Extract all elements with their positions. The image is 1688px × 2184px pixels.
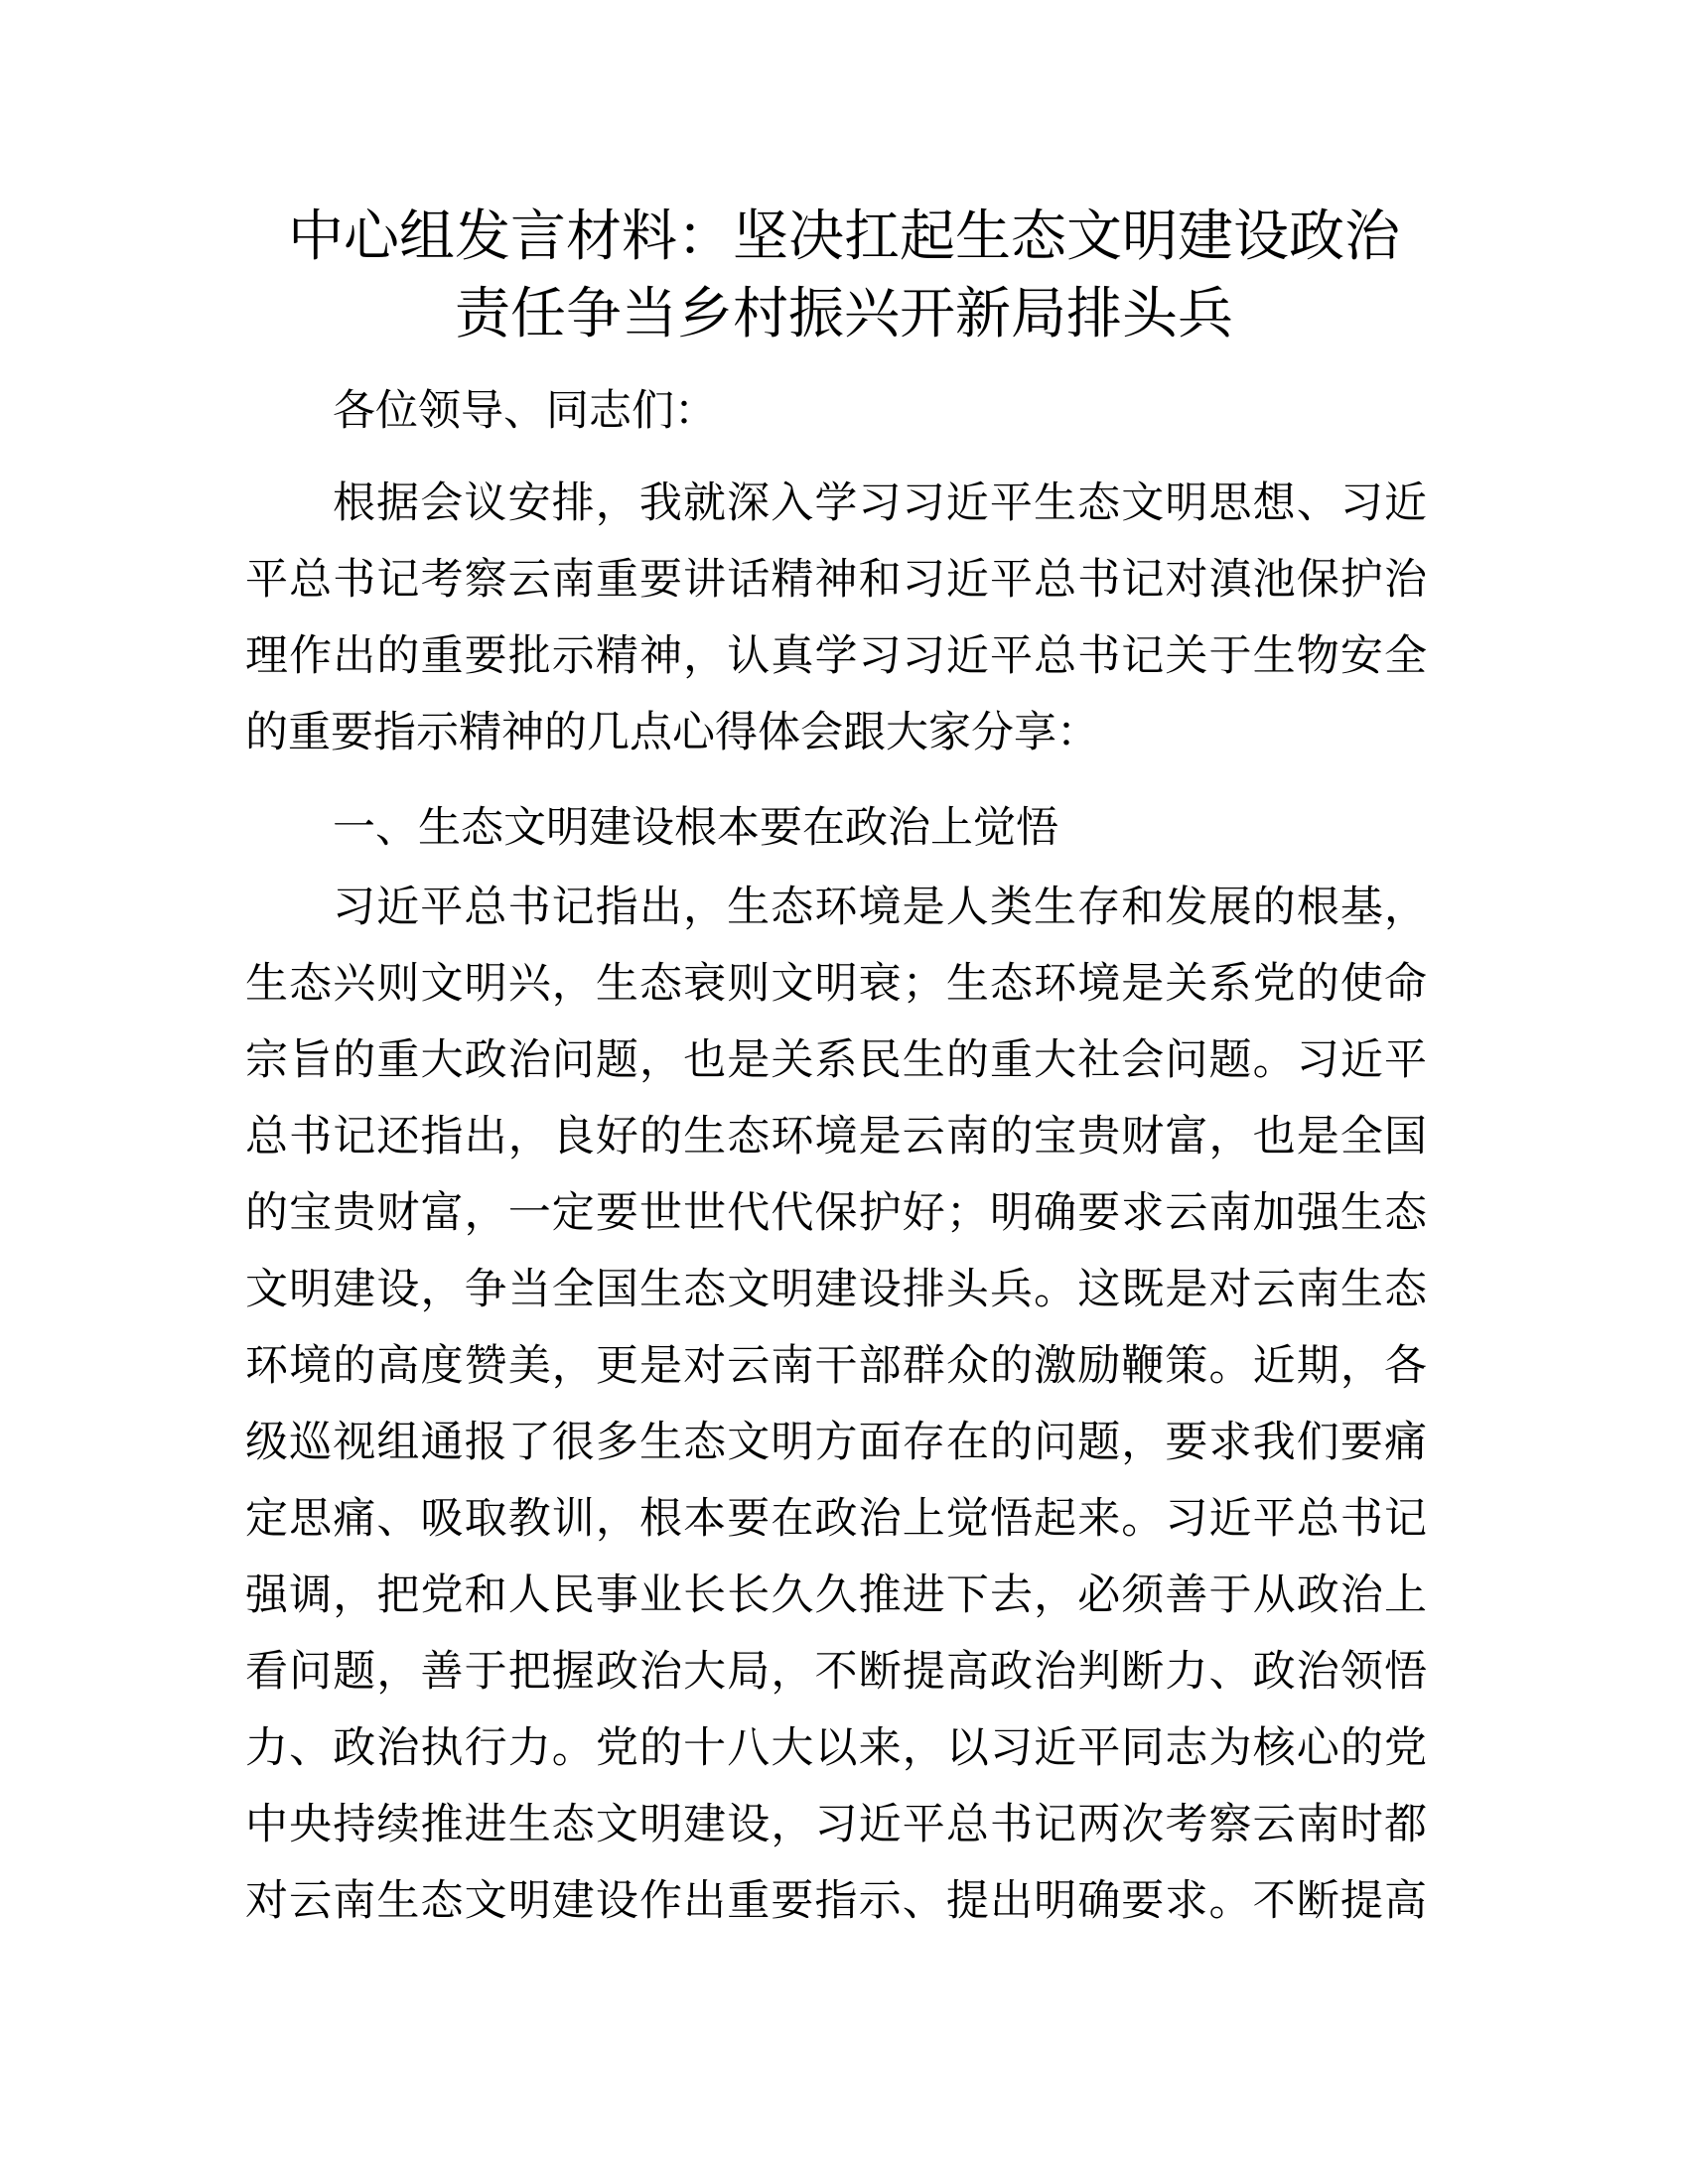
paragraph-line: 看问题，善于把握政治大局，不断提高政治判断力、政治领悟 [245,1647,1427,1697]
paragraph-line: 强调，把党和人民事业长长久久推进下去，必须善于从政治上 [245,1570,1427,1620]
section-heading-text: 一、生态文明建设根本要在政治上觉悟 [333,803,1058,853]
greeting-text: 各位领导、同志们： [333,386,717,436]
title-line-1: 中心组发言材料：坚决扛起生态文明建设政治 [288,205,1400,269]
document-title [199,199,1489,353]
paragraph-line: 中央持续推进生态文明建设，习近平总书记两次考察云南时都 [245,1800,1427,1849]
paragraph-line: 文明建设，争当全国生态文明建设排头兵。这既是对云南生态 [245,1265,1427,1314]
paragraph-line: 的宝贵财富，一定要世世代代保护好；明确要求云南加强生态 [245,1188,1427,1238]
paragraph-line: 定思痛、吸取教训，根本要在政治上觉悟起来。习近平总书记 [245,1494,1427,1544]
section-heading [245,790,1427,867]
paragraph-line: 根据会议安排，我就深入学习习近平生态文明思想、习近 [333,478,1427,528]
paragraph-line: 对云南生态文明建设作出重要指示、提出明确要求。不断提高 [245,1876,1427,1926]
paragraph-line: 理作出的重要批示精神，认真学习习近平总书记关于生物安全 [245,631,1427,681]
greeting [245,373,1427,450]
paragraph-line: 生态兴则文明兴，生态衰则文明衰；生态环境是关系党的使命 [245,959,1427,1009]
paragraph-line: 平总书记考察云南重要讲话精神和习近平总书记对滇池保护治 [245,555,1427,605]
paragraph-line: 环境的高度赞美，更是对云南干部群众的激励鞭策。近期，各 [245,1341,1427,1391]
paragraph-line: 级巡视组通报了很多生态文明方面存在的问题，要求我们要痛 [245,1418,1427,1467]
title-line-2: 责任争当乡村振兴开新局排头兵 [455,282,1233,346]
body-paragraph [245,870,1427,1940]
paragraph-line: 总书记还指出，良好的生态环境是云南的宝贵财富，也是全国 [245,1112,1427,1161]
paragraph-line: 力、政治执行力。党的十八大以来，以习近平同志为核心的党 [245,1723,1427,1773]
paragraph-line: 宗旨的重大政治问题，也是关系民生的重大社会问题。习近平 [245,1035,1427,1085]
paragraph-line: 的重要指示精神的几点心得体会跟大家分享： [245,708,1099,757]
intro-paragraph [245,466,1427,771]
paragraph-line: 习近平总书记指出，生态环境是人类生存和发展的根基， [333,883,1427,932]
